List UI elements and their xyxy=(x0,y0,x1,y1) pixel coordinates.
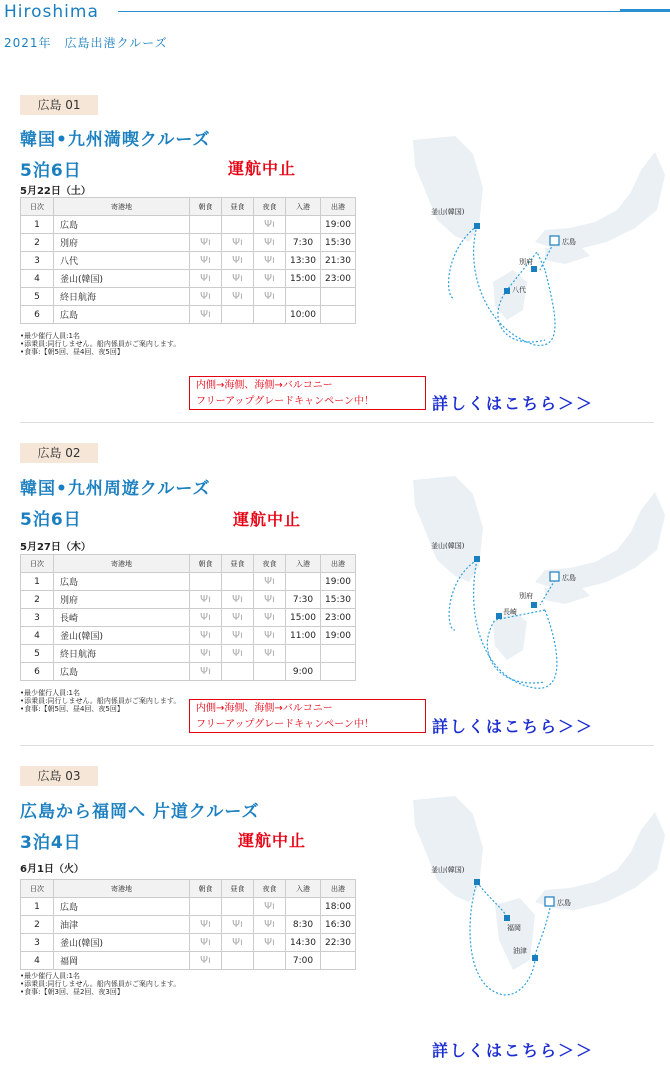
col-header-arrival: 入港 xyxy=(286,198,321,216)
day-cell: 6 xyxy=(21,663,54,681)
breakfast-cell xyxy=(190,306,222,324)
note-line: •最少催行人員:1名 xyxy=(20,972,80,980)
port-marker xyxy=(496,613,502,619)
port-cell: 別府 xyxy=(54,591,190,609)
breakfast-cell xyxy=(190,916,222,934)
breakfast-cell xyxy=(190,934,222,952)
korea-landmass xyxy=(413,796,483,902)
fork-knife-icon: Ψı xyxy=(200,273,211,284)
port-marker xyxy=(474,223,480,229)
breakfast-cell xyxy=(190,609,222,627)
section-divider xyxy=(20,422,654,423)
port-cell: 終日航海 xyxy=(54,288,190,306)
lunch-cell xyxy=(222,591,254,609)
breakfast-cell xyxy=(190,645,222,663)
departure-cell: 19:00 xyxy=(321,216,356,234)
fork-knife-icon: Ψı xyxy=(232,237,243,248)
lunch-cell xyxy=(222,216,254,234)
col-header-lunch: 昼食 xyxy=(222,198,254,216)
departure-cell xyxy=(321,306,356,324)
fork-knife-icon: Ψı xyxy=(264,901,275,912)
fork-knife-icon: Ψı xyxy=(200,937,211,948)
map-label: 八代 xyxy=(512,286,526,294)
lunch-cell xyxy=(222,306,254,324)
arrival-cell xyxy=(286,216,321,234)
departure-cell xyxy=(321,645,356,663)
fork-knife-icon: Ψı xyxy=(200,630,211,641)
cruise-status: 運航中止 xyxy=(228,159,297,178)
dinner-cell xyxy=(254,573,286,591)
cruise-status: 運航中止 xyxy=(233,510,302,529)
col-header-lunch: 昼食 xyxy=(222,555,254,573)
port-marker xyxy=(474,879,480,885)
route-map xyxy=(395,470,670,710)
day-cell: 2 xyxy=(21,234,54,252)
col-header-lunch: 昼食 xyxy=(222,880,254,898)
page-subtitle: 2021年 広島出港クルーズ xyxy=(4,36,168,50)
itinerary-row xyxy=(21,288,356,306)
breakfast-cell xyxy=(190,270,222,288)
fork-knife-icon: Ψı xyxy=(200,309,211,320)
col-header-port: 寄港地 xyxy=(54,555,190,573)
fork-knife-icon: Ψı xyxy=(264,237,275,248)
breakfast-cell xyxy=(190,627,222,645)
dinner-cell xyxy=(254,591,286,609)
col-header-breakfast: 朝食 xyxy=(190,880,222,898)
port-marker xyxy=(531,602,537,608)
map-label: 釜山(韓国) xyxy=(431,208,465,216)
port-marker xyxy=(550,572,559,581)
map-label: 福岡 xyxy=(507,924,521,932)
cruise-duration: 5泊6日 xyxy=(20,510,82,530)
breakfast-cell xyxy=(190,252,222,270)
dinner-cell xyxy=(254,952,286,970)
breakfast-cell xyxy=(190,591,222,609)
dinner-cell xyxy=(254,627,286,645)
fork-knife-icon: Ψı xyxy=(232,648,243,659)
col-header-dinner: 夜食 xyxy=(254,198,286,216)
day-cell: 3 xyxy=(21,252,54,270)
col-header-day: 日次 xyxy=(21,198,54,216)
itinerary-header-row xyxy=(21,198,356,216)
col-header-breakfast: 朝食 xyxy=(190,555,222,573)
fork-knife-icon: Ψı xyxy=(232,937,243,948)
lunch-cell xyxy=(222,934,254,952)
fork-knife-icon: Ψı xyxy=(232,594,243,605)
cruise-notes xyxy=(20,332,180,356)
col-header-arrival: 入港 xyxy=(286,555,321,573)
fork-knife-icon: Ψı xyxy=(232,612,243,623)
fork-knife-icon: Ψı xyxy=(264,612,275,623)
fork-knife-icon: Ψı xyxy=(200,594,211,605)
col-header-port: 寄港地 xyxy=(54,880,190,898)
departure-cell: 16:30 xyxy=(321,916,356,934)
breakfast-cell xyxy=(190,288,222,306)
promo-line-1: 内側→海側、海側→バルコニー xyxy=(196,703,333,714)
departure-cell: 19:00 xyxy=(321,573,356,591)
dinner-cell xyxy=(254,234,286,252)
breakfast-cell xyxy=(190,952,222,970)
fork-knife-icon: Ψı xyxy=(264,255,275,266)
fork-knife-icon: Ψı xyxy=(200,955,211,966)
section-divider xyxy=(20,745,654,746)
itinerary-table xyxy=(20,879,356,970)
departure-cell xyxy=(321,952,356,970)
fork-knife-icon: Ψı xyxy=(232,919,243,930)
arrival-cell: 14:30 xyxy=(286,934,321,952)
cruise-date: 5月27日（木） xyxy=(20,542,91,553)
port-cell: 油津 xyxy=(54,916,190,934)
col-header-arrival: 入港 xyxy=(286,880,321,898)
dinner-cell xyxy=(254,252,286,270)
port-cell: 広島 xyxy=(54,216,190,234)
day-cell: 4 xyxy=(21,627,54,645)
itinerary-row xyxy=(21,898,356,916)
shikoku-landmass xyxy=(545,586,590,604)
korea-landmass xyxy=(413,136,483,242)
cruise-status: 運航中止 xyxy=(238,831,307,850)
col-header-departure: 出港 xyxy=(321,880,356,898)
fork-knife-icon: Ψı xyxy=(200,666,211,677)
map-label: 長崎 xyxy=(503,608,517,616)
arrival-cell: 7:30 xyxy=(286,591,321,609)
lunch-cell xyxy=(222,252,254,270)
departure-cell: 15:30 xyxy=(321,234,356,252)
port-cell: 八代 xyxy=(54,252,190,270)
fork-knife-icon: Ψı xyxy=(264,291,275,302)
note-line: •食事:【朝5回、昼4回、夜5回】 xyxy=(20,348,124,356)
departure-cell: 18:00 xyxy=(321,898,356,916)
upgrade-promo-box xyxy=(189,699,426,733)
itinerary-row xyxy=(21,591,356,609)
arrival-cell xyxy=(286,898,321,916)
note-line: •食事:【朝3回、昼2回、夜3回】 xyxy=(20,988,124,996)
map-label: 別府 xyxy=(519,592,533,600)
dinner-cell xyxy=(254,934,286,952)
note-line: •最少催行人員:1名 xyxy=(20,332,80,340)
fork-knife-icon: Ψı xyxy=(264,648,275,659)
arrival-cell: 10:00 xyxy=(286,306,321,324)
port-cell: 広島 xyxy=(54,663,190,681)
map-label: 広島 xyxy=(562,238,576,246)
dinner-cell xyxy=(254,663,286,681)
details-link[interactable]: 詳しくはこちら＞＞ xyxy=(432,394,595,413)
col-header-day: 日次 xyxy=(21,880,54,898)
port-marker xyxy=(531,266,537,272)
departure-cell: 21:30 xyxy=(321,252,356,270)
cruise-notes xyxy=(20,689,180,713)
details-link[interactable]: 詳しくはこちら＞＞ xyxy=(432,717,595,736)
arrival-cell: 11:00 xyxy=(286,627,321,645)
korea-landmass xyxy=(413,476,483,582)
cruise-tag: 広島 01 xyxy=(20,95,98,115)
fork-knife-icon: Ψı xyxy=(200,919,211,930)
fork-knife-icon: Ψı xyxy=(232,273,243,284)
itinerary-row xyxy=(21,216,356,234)
itinerary-row xyxy=(21,609,356,627)
details-link[interactable]: 詳しくはこちら＞＞ xyxy=(432,1041,595,1060)
fork-knife-icon: Ψı xyxy=(264,576,275,587)
promo-line-2: フリーアップグレードキャンペーン中！ xyxy=(196,396,374,407)
note-line: •添乗員:同行しません。船内係員がご案内します。 xyxy=(20,697,181,705)
header-rule-accent xyxy=(620,9,670,12)
dinner-cell xyxy=(254,270,286,288)
departure-cell: 22:30 xyxy=(321,934,356,952)
arrival-cell: 7:00 xyxy=(286,952,321,970)
fork-knife-icon: Ψı xyxy=(200,255,211,266)
itinerary-row xyxy=(21,663,356,681)
cruise-route-title: 韓国•九州満喫クルーズ xyxy=(20,130,211,150)
col-header-port: 寄港地 xyxy=(54,198,190,216)
lunch-cell xyxy=(222,952,254,970)
cruise-duration: 5泊6日 xyxy=(20,161,82,181)
itinerary-row xyxy=(21,573,356,591)
fork-knife-icon: Ψı xyxy=(264,630,275,641)
arrival-cell: 9:00 xyxy=(286,663,321,681)
departure-cell: 23:00 xyxy=(321,609,356,627)
fork-knife-icon: Ψı xyxy=(200,612,211,623)
map-label: 広島 xyxy=(562,574,576,582)
header-rule xyxy=(118,11,670,12)
col-header-departure: 出港 xyxy=(321,198,356,216)
col-header-departure: 出港 xyxy=(321,555,356,573)
cruise-notes xyxy=(20,972,180,996)
port-marker xyxy=(532,955,538,961)
col-header-breakfast: 朝食 xyxy=(190,198,222,216)
fork-knife-icon: Ψı xyxy=(200,648,211,659)
map-label: 釜山(韓国) xyxy=(431,542,465,550)
port-marker xyxy=(504,288,510,294)
itinerary-table xyxy=(20,554,356,681)
day-cell: 4 xyxy=(21,952,54,970)
departure-cell: 23:00 xyxy=(321,270,356,288)
map-label: 広島 xyxy=(557,899,571,907)
map-label: 油津 xyxy=(513,947,527,955)
lunch-cell xyxy=(222,609,254,627)
map-label: 別府 xyxy=(519,258,533,266)
itinerary-row xyxy=(21,252,356,270)
fork-knife-icon: Ψı xyxy=(200,291,211,302)
day-cell: 1 xyxy=(21,898,54,916)
promo-line-1: 内側→海側、海側→バルコニー xyxy=(196,380,333,391)
page-header xyxy=(0,0,670,60)
port-marker xyxy=(545,897,554,906)
cruise-duration: 3泊4日 xyxy=(20,833,82,853)
port-cell: 長崎 xyxy=(54,609,190,627)
note-line: •添乗員:同行しません。船内係員がご案内します。 xyxy=(20,340,181,348)
fork-knife-icon: Ψı xyxy=(264,594,275,605)
arrival-cell: 15:00 xyxy=(286,609,321,627)
fork-knife-icon: Ψı xyxy=(264,919,275,930)
day-cell: 3 xyxy=(21,609,54,627)
day-cell: 1 xyxy=(21,573,54,591)
port-cell: 広島 xyxy=(54,573,190,591)
col-header-dinner: 夜食 xyxy=(254,880,286,898)
itinerary-header-row xyxy=(21,555,356,573)
day-cell: 6 xyxy=(21,306,54,324)
fork-knife-icon: Ψı xyxy=(232,255,243,266)
cruise-route-title: 韓国•九州周遊クルーズ xyxy=(20,479,211,499)
lunch-cell xyxy=(222,663,254,681)
itinerary-row xyxy=(21,645,356,663)
dinner-cell xyxy=(254,645,286,663)
port-cell: 広島 xyxy=(54,898,190,916)
cruise-tag: 広島 03 xyxy=(20,766,98,786)
itinerary-header-row xyxy=(21,880,356,898)
breakfast-cell xyxy=(190,663,222,681)
day-cell: 3 xyxy=(21,934,54,952)
map-label: 釜山(韓国) xyxy=(431,866,465,874)
upgrade-promo-box xyxy=(189,376,426,410)
fork-knife-icon: Ψı xyxy=(264,219,275,230)
note-line: •食事:【朝5回、昼4回、夜5回】 xyxy=(20,705,124,713)
itinerary-row xyxy=(21,934,356,952)
breakfast-cell xyxy=(190,573,222,591)
port-marker xyxy=(504,915,510,921)
lunch-cell xyxy=(222,270,254,288)
port-cell: 釜山(韓国) xyxy=(54,627,190,645)
port-marker xyxy=(474,556,480,562)
departure-cell: 15:30 xyxy=(321,591,356,609)
lunch-cell xyxy=(222,645,254,663)
arrival-cell xyxy=(286,645,321,663)
itinerary-row xyxy=(21,234,356,252)
breakfast-cell xyxy=(190,898,222,916)
fork-knife-icon: Ψı xyxy=(232,291,243,302)
cruise-date: 6月1日（火） xyxy=(20,864,84,875)
port-marker xyxy=(550,236,559,245)
lunch-cell xyxy=(222,234,254,252)
port-cell: 広島 xyxy=(54,306,190,324)
day-cell: 4 xyxy=(21,270,54,288)
lunch-cell xyxy=(222,288,254,306)
itinerary-table xyxy=(20,197,356,324)
port-cell: 釜山(韓国) xyxy=(54,934,190,952)
route-map xyxy=(395,790,670,1030)
dinner-cell xyxy=(254,916,286,934)
day-cell: 2 xyxy=(21,591,54,609)
day-cell: 2 xyxy=(21,916,54,934)
departure-cell: 19:00 xyxy=(321,627,356,645)
lunch-cell xyxy=(222,573,254,591)
arrival-cell xyxy=(286,288,321,306)
port-cell: 釜山(韓国) xyxy=(54,270,190,288)
japan-landmass xyxy=(535,152,665,250)
dinner-cell xyxy=(254,216,286,234)
fork-knife-icon: Ψı xyxy=(264,937,275,948)
day-cell: 1 xyxy=(21,216,54,234)
arrival-cell xyxy=(286,573,321,591)
itinerary-row xyxy=(21,952,356,970)
japan-landmass xyxy=(535,812,665,910)
itinerary-row xyxy=(21,306,356,324)
arrival-cell: 7:30 xyxy=(286,234,321,252)
arrival-cell: 15:00 xyxy=(286,270,321,288)
day-cell: 5 xyxy=(21,645,54,663)
lunch-cell xyxy=(222,627,254,645)
port-cell: 福岡 xyxy=(54,952,190,970)
itinerary-row xyxy=(21,627,356,645)
itinerary-row xyxy=(21,916,356,934)
arrival-cell: 8:30 xyxy=(286,916,321,934)
port-cell: 終日航海 xyxy=(54,645,190,663)
note-line: •最少催行人員:1名 xyxy=(20,689,80,697)
kyushu-landmass xyxy=(495,898,535,970)
port-cell: 別府 xyxy=(54,234,190,252)
col-header-dinner: 夜食 xyxy=(254,555,286,573)
lunch-cell xyxy=(222,916,254,934)
dinner-cell xyxy=(254,306,286,324)
dinner-cell xyxy=(254,288,286,306)
dinner-cell xyxy=(254,898,286,916)
breakfast-cell xyxy=(190,234,222,252)
lunch-cell xyxy=(222,898,254,916)
shikoku-landmass xyxy=(545,246,590,264)
col-header-day: 日次 xyxy=(21,555,54,573)
dinner-cell xyxy=(254,609,286,627)
itinerary-row xyxy=(21,270,356,288)
page-title: Hiroshima xyxy=(4,2,99,22)
fork-knife-icon: Ψı xyxy=(200,237,211,248)
cruise-route-title: 広島から福岡へ 片道クルーズ xyxy=(20,802,260,822)
note-line: •添乗員:同行しません。船内係員がご案内します。 xyxy=(20,980,181,988)
fork-knife-icon: Ψı xyxy=(232,630,243,641)
cruise-date: 5月22日（土） xyxy=(20,186,91,197)
promo-line-2: フリーアップグレードキャンペーン中！ xyxy=(196,719,374,730)
departure-cell xyxy=(321,288,356,306)
arrival-cell: 13:30 xyxy=(286,252,321,270)
breakfast-cell xyxy=(190,216,222,234)
cruise-tag: 広島 02 xyxy=(20,443,98,463)
route-map xyxy=(395,130,670,370)
fork-knife-icon: Ψı xyxy=(264,273,275,284)
departure-cell xyxy=(321,663,356,681)
day-cell: 5 xyxy=(21,288,54,306)
